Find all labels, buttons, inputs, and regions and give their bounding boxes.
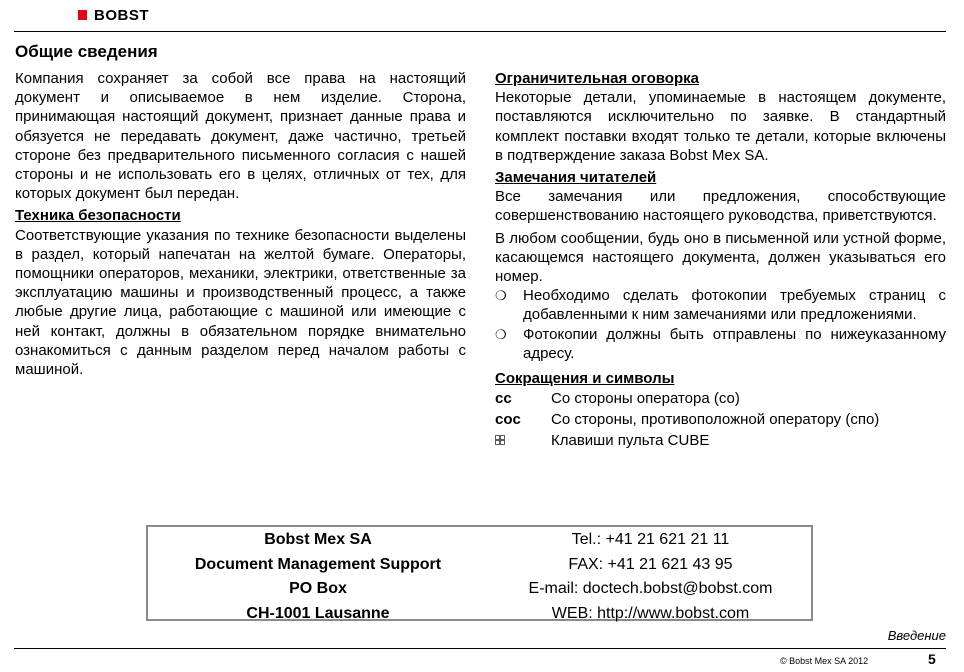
list-item xyxy=(495,286,946,324)
readers-paragraph-2: В любом сообщении, будь оно в письменной или устной форме, касающемся настоящего документа, должен указываться его номер. xyxy=(495,229,946,286)
abbreviation-row xyxy=(495,409,946,430)
bobst-logo-text: BOBST xyxy=(94,7,149,24)
circle-bullet-icon: ❍ xyxy=(495,288,507,304)
abbreviation-value: Клавиши пульта CUBE xyxy=(551,432,710,450)
page-number: 5 xyxy=(928,651,936,667)
contact-web: WEB: http://www.bobst.com xyxy=(551,604,750,622)
bobst-logo-mark xyxy=(78,10,87,20)
section-label: Введение xyxy=(887,628,946,643)
copyright: © Bobst Mex SA 2012 xyxy=(780,656,869,666)
contact-tel: Tel.: +41 21 621 21 11 xyxy=(571,531,730,548)
left-column xyxy=(15,69,466,379)
safety-heading: Техника безопасности xyxy=(15,207,181,225)
contact-city: CH-1001 Lausanne xyxy=(246,604,390,622)
readers-heading: Замечания читателей xyxy=(495,169,657,187)
bullet-text: Необходимо сделать фотокопии требуемых страниц с добавленными к ним замечаниями или предложениями. xyxy=(523,287,946,324)
contact-details xyxy=(488,527,813,626)
intro-paragraph: Компания сохраняет за собой все права на настоящий документ и описываемое в нем изделие. Сторона, принимающая настоящий документ, признает данные права и обязуется не передавать документ, даже частично, третьей стороне без предварительного письменного согласия с нашей стороны и не использовать его в целях, отличных от тех, для которых документ был передан. xyxy=(15,70,466,203)
keypad-grid-icon xyxy=(495,435,505,445)
abbreviation-key: coc xyxy=(495,411,521,429)
safety-paragraph: Соответствующие указания по технике безопасности выделены в раздел, который напечатан на желтой бумаге. Операторы, помощники операторов, механики, электрики, ответственные за эксплуатацию машины и производственный процесс, а также любые другие лица, работающие с машиной или имеющие с ней контакт, должны в обязательном порядке внимательно ознакомиться с данным разделом перед началом работы с машиной. xyxy=(15,226,466,379)
right-column xyxy=(495,69,946,451)
abbreviation-row xyxy=(495,388,946,409)
bullet-text: Фотокопии должны быть отправлены по нижеуказанному адресу. xyxy=(523,325,946,362)
abbreviation-row xyxy=(495,430,946,451)
abbreviation-value: Со стороны оператора (со) xyxy=(551,390,740,408)
limitation-heading: Ограничительная оговорка xyxy=(495,70,699,87)
contact-fax: FAX: +41 21 621 43 95 xyxy=(568,555,733,573)
contact-email: E-mail: doctech.bobst@bobst.com xyxy=(528,580,773,597)
contact-address xyxy=(148,527,488,626)
abbreviation-key xyxy=(495,430,551,451)
contact-box xyxy=(146,525,813,621)
page-title: Общие сведения xyxy=(15,42,158,61)
abbreviations-heading: Сокращения и символы xyxy=(495,370,675,388)
list-item xyxy=(495,325,946,363)
circle-bullet-icon: ❍ xyxy=(495,326,507,342)
contact-company: Bobst Mex SA xyxy=(264,531,372,548)
readers-paragraph-1: Все замечания или предложения, способствующие совершенствованию настоящего руководства, приветствуются. xyxy=(495,188,946,225)
abbreviation-key: cc xyxy=(495,390,512,408)
contact-po-box: PO Box xyxy=(289,580,347,597)
header-divider xyxy=(14,31,946,32)
limitation-paragraph: Некоторые детали, упоминаемые в настоящем документе, поставляются исключительно по заявке. В стандартный комплект поставки входят только те детали, которые включены в подтверждение заказа Bobst Mex SA. xyxy=(495,89,946,164)
abbreviation-value: Со стороны, противоположной оператору (спо) xyxy=(551,411,880,429)
contact-department: Document Management Support xyxy=(194,555,442,573)
footer-divider xyxy=(14,648,946,649)
